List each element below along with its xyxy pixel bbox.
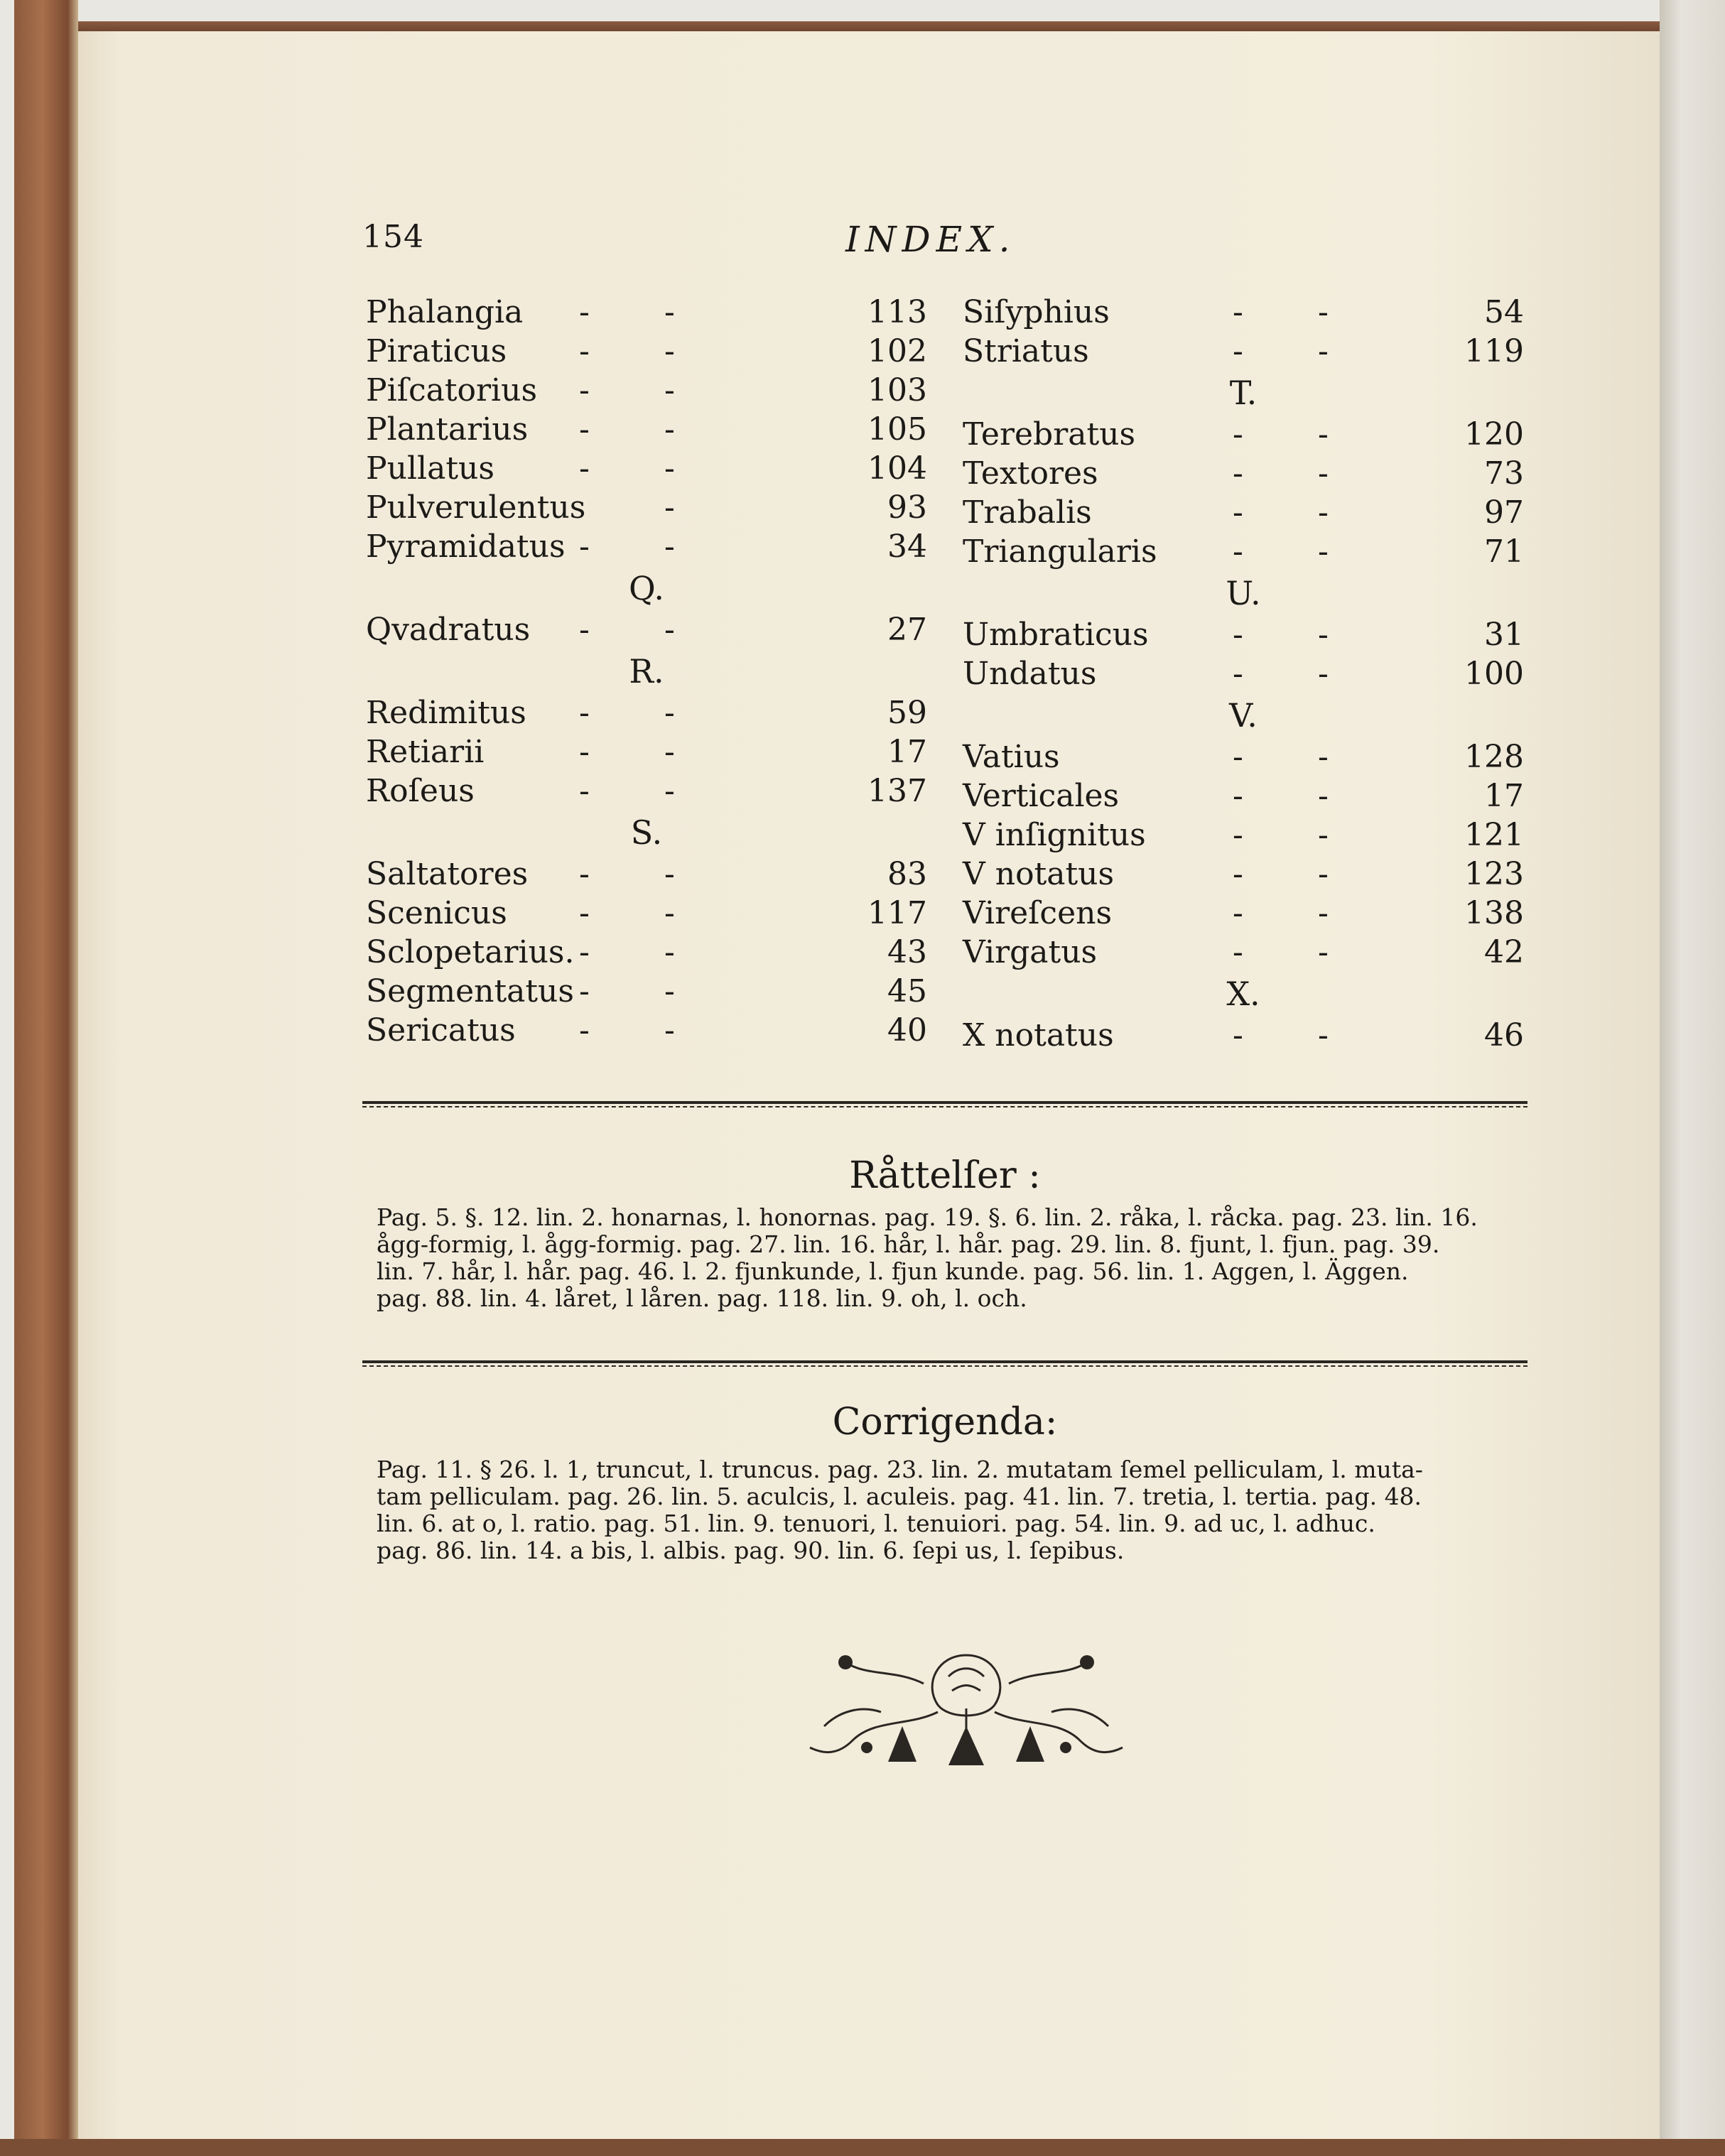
entry-page-number: 103 <box>867 372 927 408</box>
entry-page-number: 54 <box>1484 294 1524 330</box>
entry-page-number: 117 <box>867 895 927 931</box>
divider-rule <box>362 1360 1527 1363</box>
leader-dash: - <box>664 333 675 369</box>
index-entry <box>963 654 1524 693</box>
facing-page-edge <box>1660 0 1725 2156</box>
entry-name: Pullatus <box>366 450 494 487</box>
book-cover-bottom-edge <box>0 2139 1725 2156</box>
entry-name: Verticales <box>963 778 1120 814</box>
leader-dash: - <box>664 411 675 448</box>
leader-dash: - <box>1318 856 1329 892</box>
leader-dash: - <box>1318 455 1329 492</box>
leader-dash: - <box>579 856 590 892</box>
leader-dash: - <box>579 973 590 1009</box>
entry-page-number: 43 <box>887 934 927 970</box>
index-entry <box>963 493 1524 532</box>
index-entry <box>963 737 1524 776</box>
entry-name: Pulverulentus <box>366 489 586 526</box>
text-line: pag. 86. lin. 14. a bis, l. albis. pag. 90. lin. 6. ſepi us, l. ſepibus. <box>377 1537 1125 1564</box>
entry-name: Plantarius <box>366 411 529 448</box>
entry-page-number: 17 <box>887 734 927 770</box>
entry-name: Undatus <box>963 656 1097 692</box>
entry-name: Sclopetarius. <box>366 934 575 970</box>
leader-dash: - <box>1318 416 1329 453</box>
divider-rule <box>362 1101 1527 1104</box>
leader-dash: - <box>1318 294 1329 330</box>
entry-page-number: 137 <box>867 773 927 809</box>
leader-dash: - <box>579 734 590 770</box>
leader-dash: - <box>664 773 675 809</box>
index-entry <box>366 610 927 649</box>
running-title: INDEX. <box>845 219 1016 260</box>
index-entry <box>963 933 1524 972</box>
index-entry <box>963 816 1524 855</box>
entry-name: Terebratus <box>963 416 1136 453</box>
entry-page-number: 31 <box>1484 617 1524 653</box>
leader-dash: - <box>1233 533 1243 570</box>
entry-name: Piraticus <box>366 333 507 369</box>
leader-dash: - <box>1233 416 1243 453</box>
entry-name: Trabalis <box>963 494 1092 531</box>
entry-page-number: 128 <box>1464 739 1524 775</box>
leader-dash: - <box>1233 934 1243 970</box>
index-entry <box>366 527 927 566</box>
leader-dash: - <box>579 411 590 448</box>
index-entry <box>366 410 927 449</box>
leader-dash: - <box>1233 455 1243 492</box>
leader-dash: - <box>1233 895 1243 931</box>
leader-dash: - <box>664 856 675 892</box>
text-line: lin. 7. hår, l. hår. pag. 46. l. 2. fjunkunde, l. fjun kunde. pag. 56. lin. 1. Aggen, l. Äggen. <box>377 1257 1409 1285</box>
index-entry <box>963 894 1524 933</box>
leader-dash: - <box>579 1012 590 1049</box>
entry-name: Roſeus <box>366 773 475 809</box>
entry-name: Scenicus <box>366 895 507 931</box>
index-letter-heading: X. <box>1226 975 1260 1013</box>
leader-dash: - <box>1233 778 1243 814</box>
leader-dash: - <box>1233 294 1243 330</box>
book-spine-edge <box>0 0 78 2156</box>
leader-dash: - <box>664 695 675 731</box>
leader-dash: - <box>579 529 590 565</box>
entry-name: Qvadratus <box>366 612 531 648</box>
index-letter-heading: R. <box>629 652 664 690</box>
leader-dash: - <box>664 529 675 565</box>
entry-name: Segmentatus <box>366 973 574 1009</box>
index-entry <box>963 332 1524 371</box>
entry-page-number: 45 <box>887 973 927 1009</box>
index-column-right <box>963 293 1524 1055</box>
entry-name: Retiarii <box>366 734 485 770</box>
text-line: Pag. 5. §. 12. lin. 2. honarnas, l. honornas. pag. 19. §. 6. lin. 2. råka, l. råcka. pag. 23. lin. 16. <box>377 1203 1478 1231</box>
entry-name: Striatus <box>963 333 1089 369</box>
entry-page-number: 119 <box>1464 333 1524 369</box>
leader-dash: - <box>1318 778 1329 814</box>
leader-dash: - <box>664 895 675 931</box>
leader-dash: - <box>664 489 675 526</box>
index-entry <box>366 449 927 488</box>
corrigenda-text <box>377 1456 1527 1564</box>
index-entry <box>366 293 927 332</box>
entry-name: Vireſcens <box>963 895 1113 931</box>
entry-name: V inſignitus <box>963 817 1146 853</box>
entry-page-number: 113 <box>867 294 927 330</box>
leader-dash: - <box>1233 333 1243 369</box>
leader-dash: - <box>1318 494 1329 531</box>
entry-name: Sericatus <box>366 1012 516 1049</box>
entry-name: Siſyphius <box>963 294 1110 330</box>
index-letter-heading: S. <box>630 813 663 852</box>
leader-dash: - <box>1318 1017 1329 1053</box>
leader-dash: - <box>1233 494 1243 531</box>
entry-page-number: 121 <box>1464 817 1524 853</box>
index-entry <box>963 615 1524 654</box>
leader-dash: - <box>664 294 675 330</box>
index-entry <box>963 855 1524 894</box>
index-entry <box>366 371 927 410</box>
leader-dash: - <box>1233 739 1243 775</box>
entry-name: Redimitus <box>366 695 526 731</box>
leader-dash: - <box>1233 817 1243 853</box>
book-cover-top-edge <box>0 0 1725 31</box>
rattelser-text <box>377 1204 1527 1312</box>
leader-dash: - <box>1318 934 1329 970</box>
entry-name: V notatus <box>963 856 1115 892</box>
entry-name: Textores <box>963 455 1098 492</box>
index-entry <box>366 855 927 894</box>
leader-dash: - <box>579 612 590 648</box>
entry-page-number: 100 <box>1464 656 1524 692</box>
index-entry <box>366 1011 927 1050</box>
leader-dash: - <box>579 372 590 408</box>
entry-page-number: 104 <box>867 450 927 487</box>
leader-dash: - <box>1233 656 1243 692</box>
leader-dash: - <box>1233 856 1243 892</box>
index-entry <box>366 771 927 811</box>
entry-page-number: 93 <box>887 489 927 526</box>
leader-dash: - <box>664 612 675 648</box>
leader-dash: - <box>664 934 675 970</box>
leader-dash: - <box>664 372 675 408</box>
index-letter-heading: T. <box>1229 374 1258 412</box>
index-entry <box>366 894 927 933</box>
leader-dash: - <box>579 895 590 931</box>
leader-dash: - <box>579 934 590 970</box>
index-entry <box>366 732 927 771</box>
leader-dash: - <box>1318 656 1329 692</box>
index-entry <box>963 293 1524 332</box>
entry-name: Triangularis <box>963 533 1157 570</box>
index-entry <box>366 933 927 972</box>
entry-page-number: 17 <box>1484 778 1524 814</box>
text-line: lin. 6. at o, l. ratio. pag. 51. lin. 9. tenuori, l. tenuiori. pag. 54. lin. 9. ad uc, l. adhuc. <box>377 1510 1375 1537</box>
entry-name: Vatius <box>963 739 1060 775</box>
index-entry <box>963 454 1524 493</box>
entry-page-number: 34 <box>887 529 927 565</box>
entry-page-number: 46 <box>1484 1017 1524 1053</box>
index-letter-heading: V. <box>1229 696 1258 735</box>
leader-dash: - <box>664 1012 675 1049</box>
index-entry <box>366 332 927 371</box>
page-number: 154 <box>362 219 424 255</box>
entry-page-number: 105 <box>867 411 927 448</box>
index-entry <box>366 488 927 527</box>
leader-dash: - <box>579 450 590 487</box>
entry-page-number: 123 <box>1464 856 1524 892</box>
index-entry <box>963 415 1524 454</box>
entry-name: Virgatus <box>963 934 1098 970</box>
text-line: pag. 88. lin. 4. låret, l låren. pag. 118. lin. 9. oh, l. och. <box>377 1284 1027 1312</box>
leader-dash: - <box>1318 333 1329 369</box>
text-line: Pag. 11. § 26. l. 1, truncut, l. truncus. pag. 23. lin. 2. mutatam ſemel pelliculam, l. muta- <box>377 1456 1423 1483</box>
leader-dash: - <box>579 294 590 330</box>
leader-dash: - <box>664 734 675 770</box>
leader-dash: - <box>1318 817 1329 853</box>
page-header <box>362 219 1527 261</box>
leader-dash: - <box>579 333 590 369</box>
entry-name: X notatus <box>963 1017 1114 1053</box>
index-column-left <box>366 293 927 1050</box>
entry-name: Phalangia <box>366 294 524 330</box>
leader-dash: - <box>579 695 590 731</box>
leader-dash: - <box>1318 617 1329 653</box>
index-entry <box>963 776 1524 816</box>
index-letter-heading: Q. <box>628 569 665 607</box>
tailpiece-ornament <box>796 1641 1137 1776</box>
leader-dash: - <box>1233 617 1243 653</box>
index-entry <box>963 532 1524 571</box>
leader-dash: - <box>579 773 590 809</box>
index-entry <box>366 972 927 1011</box>
corrigenda-title: Corrigenda: <box>832 1401 1058 1443</box>
entry-page-number: 73 <box>1484 455 1524 492</box>
entry-name: Piſcatorius <box>366 372 538 408</box>
entry-page-number: 120 <box>1464 416 1524 453</box>
index-entry <box>963 1016 1524 1055</box>
leader-dash: - <box>1318 895 1329 931</box>
entry-name: Umbraticus <box>963 617 1149 653</box>
entry-page-number: 102 <box>867 333 927 369</box>
rattelser-title: Råttelſer : <box>849 1154 1041 1197</box>
leader-dash: - <box>1318 533 1329 570</box>
entry-page-number: 27 <box>887 612 927 648</box>
leader-dash: - <box>664 450 675 487</box>
leader-dash: - <box>1318 739 1329 775</box>
entry-name: Saltatores <box>366 856 529 892</box>
entry-page-number: 59 <box>887 695 927 731</box>
index-letter-heading: U. <box>1226 574 1261 612</box>
entry-page-number: 71 <box>1484 533 1524 570</box>
entry-page-number: 83 <box>887 856 927 892</box>
entry-page-number: 97 <box>1484 494 1524 531</box>
entry-page-number: 40 <box>887 1012 927 1049</box>
index-entry <box>366 693 927 732</box>
entry-page-number: 42 <box>1484 934 1524 970</box>
text-line: ågg-formig, l. ågg-formig. pag. 27. lin. 16. hår, l. hår. pag. 29. lin. 8. fjunt, l. fjun. pag. 39. <box>377 1230 1440 1258</box>
text-line: tam pelliculam. pag. 26. lin. 5. aculcis, l. aculeis. pag. 41. lin. 7. tretia, l. tertia. pag. 48. <box>377 1483 1422 1510</box>
leader-dash: - <box>1233 1017 1243 1053</box>
entry-page-number: 138 <box>1464 895 1524 931</box>
leader-dash: - <box>664 973 675 1009</box>
entry-name: Pyramidatus <box>366 529 566 565</box>
